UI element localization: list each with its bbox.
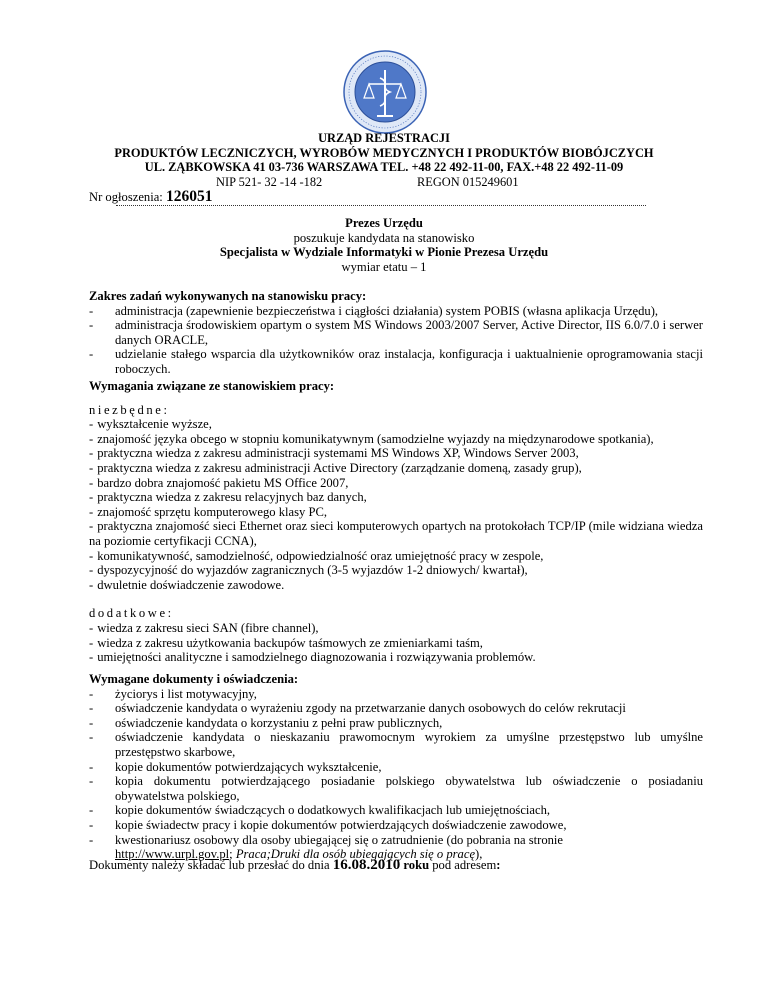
deadline-word: roku <box>403 858 430 872</box>
list-item: - bardzo dobra znajomość pakietu MS Office 2007, <box>89 475 349 490</box>
header-line-3: UL. ZĄBKOWSKA 41 03-736 WARSZAWA TEL. +48 22 492-11-00, FAX.+48 22 492-11-09 <box>144 160 624 174</box>
list-item: - dwuletnie doświadczenie zawodowe. <box>89 577 285 592</box>
list-item: - kopie dokumentów świadczących o dodatkowych kwalifikacjach lub umiejętnościach, <box>89 803 703 818</box>
list-item: - wiedza z zakresu użytkowania backupów taśmowych ze zmieniarkami taśm, <box>89 635 483 650</box>
urpl-website-link[interactable]: http://www.urpl.gov.pl <box>115 847 230 862</box>
header-line-2: PRODUKTÓW LECZNICZYCH, WYROBÓW MEDYCZNYCH I PRODUKTÓW BIOBÓJCZYCH <box>114 145 654 160</box>
header-line-1: URZĄD REJESTRACJI <box>318 131 450 145</box>
announcement-line: poszukuje kandydata na stanowisko <box>293 230 475 245</box>
list-item: - oświadczenie kandydata o korzystaniu z pełni praw publicznych, <box>89 716 703 731</box>
list-item: - umiejętności analityczne i samodzielnego diagnozowania i rozwiązywania problemów. <box>89 650 536 665</box>
list-item: - praktyczna wiedza z zakresu administracji Active Directory (zarządzanie domeną, zasady grup), <box>89 460 582 475</box>
office-seal-logo <box>343 50 427 134</box>
documents-title: Wymagane dokumenty i oświadczenia: <box>89 672 299 686</box>
list-item: - oświadczenie kandydata o wyrażeniu zgody na przetwarzanie danych osobowych do celów rekrutacji <box>89 701 703 716</box>
duties-section <box>89 289 703 377</box>
list-item: - kwestionariusz osobowy dla osoby ubiegającej się o zatrudnienie (do pobrania na stronie http://www.urpl.gov.pl; Praca;Druki dla osób ubiegających się o pracę), <box>89 833 703 862</box>
list-item: - dyspozycyjność do wyjazdów zagranicznych (3-5 wyjazdów 1-2 dniowych/ kwartał), <box>89 563 528 578</box>
notice-number <box>89 190 212 205</box>
announcement-title: Prezes Urzędu <box>345 216 423 230</box>
italic-path: Praca;Druki dla osób ubiegających się o pracę <box>235 847 476 862</box>
submission-deadline: Dokumenty należy składać lub przesłać do dnia 16.08.2010 roku pod adresem: <box>89 857 501 873</box>
list-item: - komunikatywność, samodzielność, odpowiedzialność oraz umiejętność pracy w zespole, <box>89 548 544 563</box>
notice-label: Nr ogłoszenia: <box>89 190 163 204</box>
list-item: - udzielanie stałego wsparcia dla użytkowników oraz instalacja, konfiguracja i uaktualnienie oprogramowania stacji roboczych. <box>89 347 703 376</box>
office-header <box>60 131 708 175</box>
list-item: - znajomość sprzętu komputerowego klasy PC, <box>89 504 327 519</box>
duties-title: Zakres zadań wykonywanych na stanowisku pracy: <box>89 289 367 303</box>
list-item: - znajomość języka obcego w stopniu komunikatywnym (samodzielne wyjazdy na międzynarodowe spotkania), <box>89 431 654 446</box>
required-list <box>89 417 703 592</box>
workload: wymiar etatu – 1 <box>341 259 427 274</box>
documents-section <box>89 672 703 862</box>
list-item: - kopie świadectw pracy i kopie dokumentów potwierdzających doświadczenie zawodowe, <box>89 818 703 833</box>
list-item: - wiedza z zakresu sieci SAN (fibre channel), <box>89 620 319 635</box>
additional-list <box>89 621 703 665</box>
list-item: - kopia dokumentu potwierdzającego posiadanie polskiego obywatelstwa lub oświadczenie o posiadaniu obywatelstwa polskiego, <box>89 774 703 803</box>
additional-label: dodatkowe: <box>89 606 174 621</box>
list-item: - praktyczna znajomość sieci Ethernet oraz sieci komputerowych opartych na protokołach TCP/IP (mile widziana wiedza na poziomie certyfikacji CCNA), <box>89 519 703 548</box>
list-item: - kopie dokumentów potwierdzających wykształcenie, <box>89 760 703 775</box>
announcement <box>60 216 708 274</box>
nip-number: NIP 521- 32 -14 -182 <box>216 175 323 189</box>
list-item: - administracja (zapewnienie bezpieczeństwa i ciągłości działania) system POBIS (własna aplikacja Urzędu), <box>89 304 703 319</box>
list-item: - wykształcenie wyższe, <box>89 417 212 432</box>
notice-value: 126051 <box>165 188 213 205</box>
list-item: - praktyczna wiedza z zakresu administracji systemami MS Windows XP, Windows Server 2003, <box>89 446 579 461</box>
regon-number: REGON 015249601 <box>417 175 519 189</box>
list-item: - oświadczenie kandydata o nieskazaniu prawomocnym wyrokiem za umyślne przestępstwo lub umyślne przestępstwo skarbowe, <box>89 730 703 759</box>
list-item: - administracja środowiskiem opartym o system MS Windows 2003/2007 Server, Active Director, IIS 6.0/7.0 i serwer danych ORACLE, <box>89 318 703 347</box>
deadline-date: 16.08.2010 <box>332 857 401 873</box>
required-label: niezbędne: <box>89 402 170 417</box>
dotted-divider <box>116 205 646 206</box>
requirements-section <box>89 379 703 665</box>
list-item: - praktyczna wiedza z zakresu relacyjnych baz danych, <box>89 490 367 505</box>
list-item: - życiorys i list motywacyjny, <box>89 687 703 702</box>
position-title: Specjalista w Wydziale Informatyki w Pionie Prezesa Urzędu <box>219 245 549 259</box>
requirements-title: Wymagania związane ze stanowiskiem pracy: <box>89 379 335 393</box>
